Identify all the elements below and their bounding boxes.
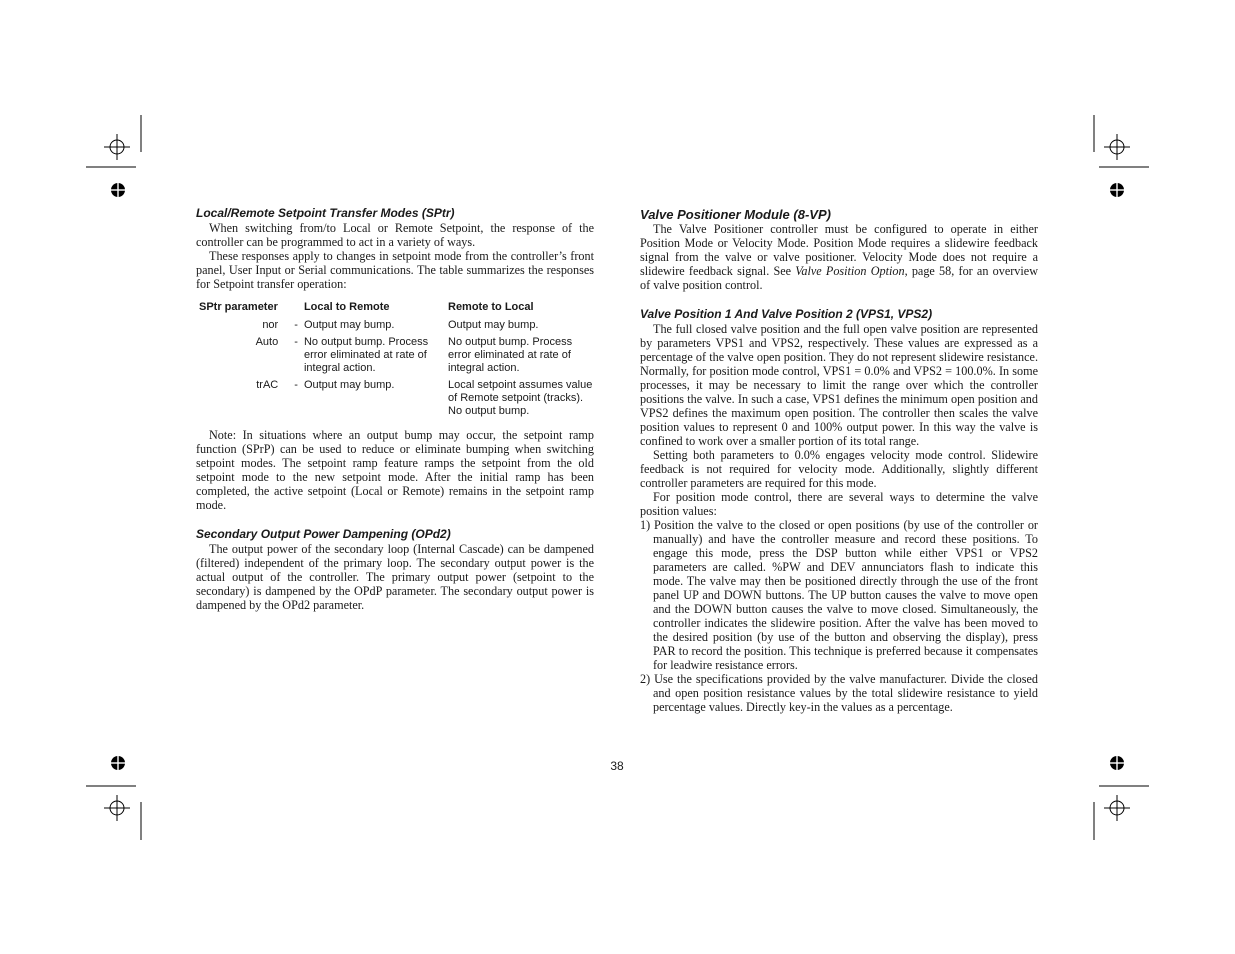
table-row — [196, 336, 594, 379]
list-item: 1) Position the valve to the closed or open positions (by use of the controller or manually) and have the controller measure and record these positions. To engage this mode, press the DSP button while either VPS1 or VPS2 parameters are called. %PW and DEV annunciators flash to indicate this mode. The valve may then be positioned directly through the use of the front panel UP and DOWN buttons. The UP button causes the valve to move open and the DOWN button causes the valve to move closed. Simultaneously, the controller indicates the slidewire position. After the valve has been moved to the desired position (by use of the button and observing the display), press PAR to record the position. This technique is preferred because it compensates for leadwire resistance errors. — [640, 518, 1038, 672]
sptr-paragraph-1: When switching from/to Local or Remote Setpoint, the response of the controller can be programmed to act in a variety of ways. — [196, 221, 594, 249]
local-to-remote-cell: No output bump. Process error eliminated at rate of integral action. — [303, 336, 429, 374]
note-paragraph: Note: In situations where an output bump may occur, the setpoint ramp function (SPrP) can be used to reduce or eliminate bumping when switching setpoint modes. The setpoint ramp feature ramps the setpoint from the old setpoint mode to the new setpoint mode. After the initial ramp has been completed, the active setpoint (Local or Remote) remains in the setpoint ramp mode. — [196, 428, 594, 512]
remote-to-local-cell: No output bump. Process error eliminated at rate of integral action. — [448, 336, 573, 374]
opd2-paragraph: The output power of the secondary loop (Internal Cascade) can be dampened (filtered) independent of the primary loop. The secondary output power is the actual output of the controller. The primary output power (setpoint to the secondary) is dampened by the OPdP parameter. The secondary output power is dampened by the OPd2 parameter. — [196, 542, 594, 612]
vps-paragraph-3: For position mode control, there are several ways to determine the valve position values: — [640, 490, 1038, 518]
vps-paragraph-1: The full closed valve position and the full open valve position are represented by parameters VPS1 and VPS2, respectively. These values are expressed as a percentage of the valve open position. They do not represent slidewire resistance. Normally, for position mode control, VPS1 = 0.0% and VPS2 = 100.0%. In some processes, it may be necessary to limit the range over which the controller positions the valve. In such a case, VPS1 defines the minimum open position and VPS2 defines the maximum open position. The controller then scales the valve position values to represent 0 and 100% output power. In this way the valve is confined to work over a smaller portion of its total range. — [640, 322, 1038, 448]
sptr-table-header — [196, 297, 594, 319]
left-column — [196, 206, 594, 612]
dash-cell: - — [294, 336, 298, 348]
param-cell: Auto — [255, 336, 279, 348]
header-local-to-remote: Local to Remote — [303, 301, 390, 313]
vp-text-end: , page 58, for an overview of valve position control. — [640, 264, 1038, 292]
sptr-table — [196, 297, 594, 422]
table-row — [196, 319, 594, 336]
vps-heading: Valve Position 1 And Valve Position 2 (VPS1, VPS2) — [640, 307, 933, 321]
param-cell: trAC — [256, 379, 279, 391]
method-list — [640, 518, 1038, 714]
opd2-heading: Secondary Output Power Dampening (OPd2) — [196, 527, 451, 541]
vp-text-start: The Valve Positioner controller must be configured to operate in either Position Mode or Velocity Mode. Position Mode requires a slidewire feedback signal from the valve or valve positioner. Velocity Mode does not require a slidewire feedback signal. See — [640, 222, 1038, 278]
vp-heading: Valve Positioner Module (8-VP) — [640, 207, 831, 222]
local-to-remote-cell: Output may bump. — [303, 319, 395, 331]
vp-reference: Valve Position Option — [795, 264, 905, 278]
sptr-paragraph-2: These responses apply to changes in setpoint mode from the controller’s front panel, User Input or Serial communications. The table summarizes the responses for Setpoint transfer operation: — [196, 249, 594, 291]
vp-paragraph — [640, 222, 1038, 292]
remote-to-local-cell: Output may bump. — [448, 319, 539, 331]
header-remote-to-local: Remote to Local — [448, 301, 534, 313]
list-item: 2) Use the specifications provided by the valve manufacturer. Divide the closed and open position resistance values by the total slidewire resistance to yield percentage values. Directly key-in the values as a percentage. — [640, 672, 1038, 714]
local-to-remote-cell: Output may bump. — [303, 379, 395, 391]
dash-cell: - — [294, 379, 298, 391]
remote-to-local-cell: Local setpoint assumes value of Remote setpoint (tracks). No output bump. — [448, 379, 593, 417]
right-column — [640, 207, 1038, 714]
header-sptr-parameter: SPtr parameter — [199, 301, 278, 313]
page-number: 38 — [610, 759, 624, 773]
table-row — [196, 379, 594, 422]
dash-cell: - — [294, 319, 298, 331]
sptr-heading: Local/Remote Setpoint Transfer Modes (SPtr) — [196, 206, 455, 220]
vps-paragraph-2: Setting both parameters to 0.0% engages velocity mode control. Slidewire feedback is not required for velocity mode. Additionally, slightly different controller parameters are required for this mode. — [640, 448, 1038, 490]
param-cell: nor — [262, 319, 279, 331]
